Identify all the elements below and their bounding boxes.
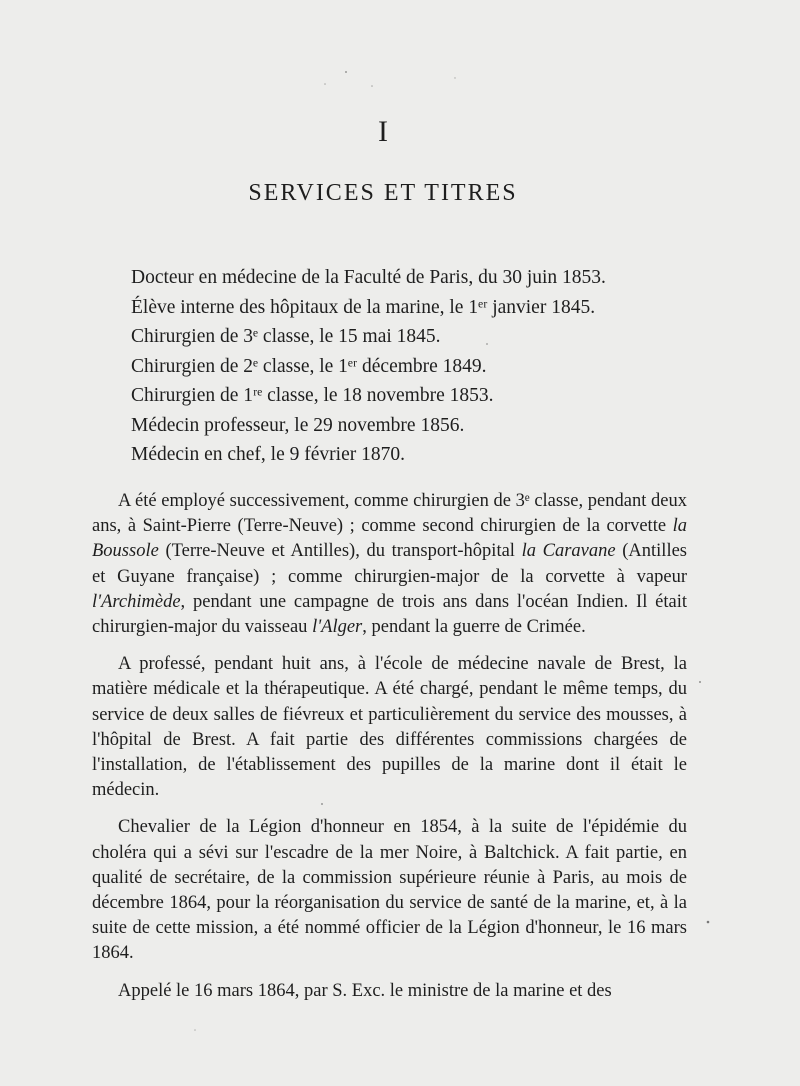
paragraph-text: , pendant une campagne de trois ans dans l'océan Indien. Il était chirurgien-major du vaisseau xyxy=(92,591,687,638)
ship-name: la Caravane xyxy=(521,541,616,562)
ship-name: la Boussole xyxy=(92,516,687,562)
ship-name: l'Alger xyxy=(312,617,363,638)
title-item: Chirurgien de 2ᵉ classe, le 1ᵉʳ décembre 1849. xyxy=(131,355,487,377)
title-item: Chirurgien de 3ᵉ classe, le 15 mai 1845. xyxy=(131,326,441,347)
paragraph-text: (Antilles et Guyane française) ; comme chirurgien-major de la corvette à vapeur xyxy=(92,541,688,587)
title-item: Docteur en médecine de la Faculté de Paris, du 30 juin 1853. xyxy=(131,267,606,288)
paragraph-appointment: Appelé le 16 mars 1864, par S. Exc. le ministre de la marine et des xyxy=(118,980,612,1001)
title-item: Médecin professeur, le 29 novembre 1856. xyxy=(131,414,465,436)
titles-list xyxy=(131,263,751,470)
body-text xyxy=(92,489,687,1016)
chapter-number: I xyxy=(378,115,388,148)
section-title: SERVICES ET TITRES xyxy=(248,180,518,206)
paragraph-teaching: A professé, pendant huit ans, à l'école de médecine navale de Brest, la matière médicale et la thérapeutique. A été chargé, pendant le même temps, du service de deux salles de fiévreux et particulièrement du service des mousses, à l'hôpital de Brest. A fait partie des différentes commissions chargées de l'installation, de l'établissement des pupilles de la marine dont il était le médecin. xyxy=(92,654,687,801)
paragraph-text: A été employé successivement, comme chirurgien de 3ᵉ classe, pendant deux ans, à Saint-Pierre (Terre-Neuve) ; comme second chirurgien de la corvette xyxy=(92,491,687,537)
paragraph-honours: Chevalier de la Légion d'honneur en 1854, à la suite de l'épidémie du choléra qui a sévi sur l'escadre de la mer Noire, à Baltchick. A fait partie, en qualité de secrétaire, de la commission supérieure réunie à Paris, au mois de décembre 1864, pour la réorganisation du service de santé de la marine, et, à la suite de cette mission, a été nommé officier de la Légion d'honneur, le 16 mars 1864. xyxy=(92,817,687,964)
paragraph-text: , pendant la guerre de Crimée. xyxy=(362,617,586,638)
title-item: Médecin en chef, le 9 février 1870. xyxy=(131,444,405,465)
ship-name: l'Archimède xyxy=(92,591,181,612)
title-item: Chirurgien de 1ʳᵉ classe, le 18 novembre 1853. xyxy=(131,385,494,406)
paragraph-text: (Terre-Neuve et Antilles), du transport-hôpital xyxy=(158,541,522,562)
title-item: Élève interne des hôpitaux de la marine, le 1ᵉʳ janvier 1845. xyxy=(131,296,596,318)
paragraph-career xyxy=(92,489,687,640)
